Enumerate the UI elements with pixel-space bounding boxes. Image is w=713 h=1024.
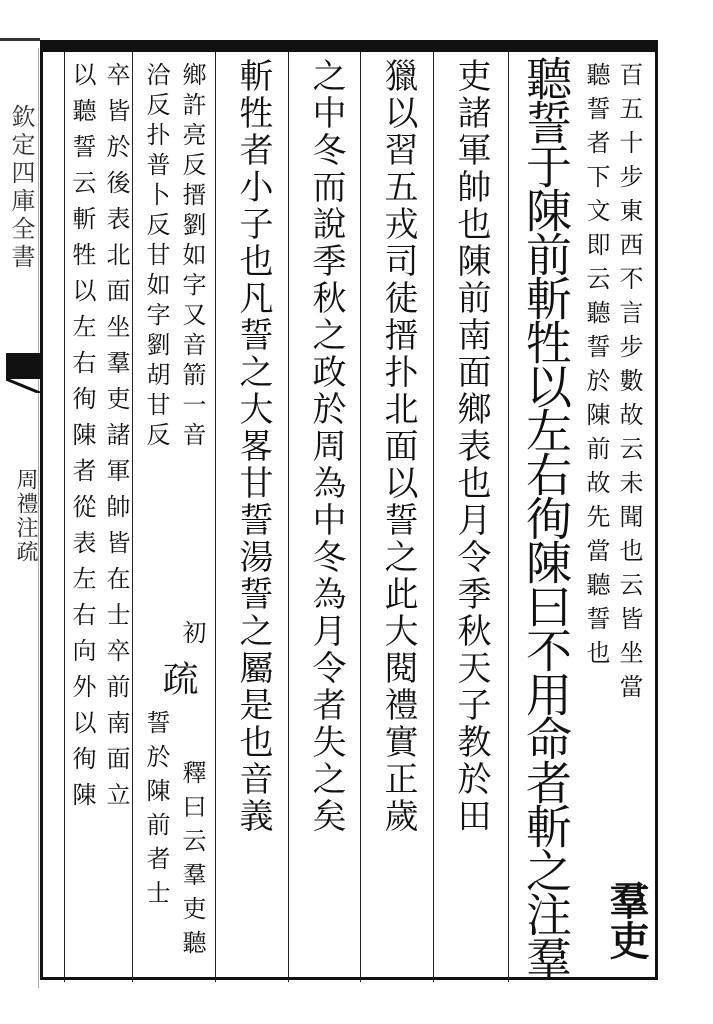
column-rule	[360, 52, 361, 982]
column-rule	[508, 52, 509, 982]
text-column-4: 吏諸軍帥也陳前南面鄉表也月令季秋天子教於田	[451, 58, 491, 835]
text-column-3: 聽誓于陳前斬牲以左右徇陳曰不用命者斬之注羣	[519, 55, 573, 979]
left-margin	[2, 48, 39, 988]
text-column-13: 以聽誓云斬牲以左右徇陳者從表左右向外以徇陳	[68, 62, 96, 818]
text-column-12: 卒皆於後表北面坐羣吏諸軍帥皆在士卒前南面立	[102, 62, 130, 818]
text-column-9: 洽反扑普卜反甘如字劉胡甘反	[142, 62, 170, 452]
frame-top-bar	[40, 40, 658, 52]
text-column-11: 誓於陳前者士	[142, 710, 170, 914]
signature-text: 羣吏	[603, 880, 650, 960]
column-rule	[132, 52, 133, 982]
text-column-6: 之中冬而說季秋之政於周為中冬為月令者失之矣	[306, 58, 346, 835]
column-rule	[215, 52, 216, 982]
margin-rule	[0, 38, 40, 41]
text-column-1: 百五十步東西不言步數故云未聞也云皆坐當	[615, 62, 643, 708]
text-column-7: 斬牲者小子也凡誓之大畧甘誓湯誓之屬是也音義	[233, 58, 273, 835]
text-column-5: 獵以習五戎司徒搢扑北面以誓之此大閱禮實正歲	[378, 58, 418, 835]
section-title: 周禮注疏	[13, 468, 38, 564]
column-rule	[288, 52, 289, 982]
commentary-marker: 疏	[157, 660, 198, 702]
column-rule	[433, 52, 434, 982]
book-title: 欽定四庫全書	[7, 104, 35, 272]
text-column-8: 鄉許亮反搢劉如字又音箭一音	[178, 62, 206, 452]
text-column-2: 聽誓者下文即云聽誓於陳前故先當聽誓也	[582, 62, 610, 674]
fish-tail-icon	[6, 353, 40, 393]
text-column-8-tail: 初	[178, 620, 206, 654]
column-rule	[64, 52, 65, 982]
text-column-10: 釋曰云羣吏聽	[178, 760, 206, 964]
